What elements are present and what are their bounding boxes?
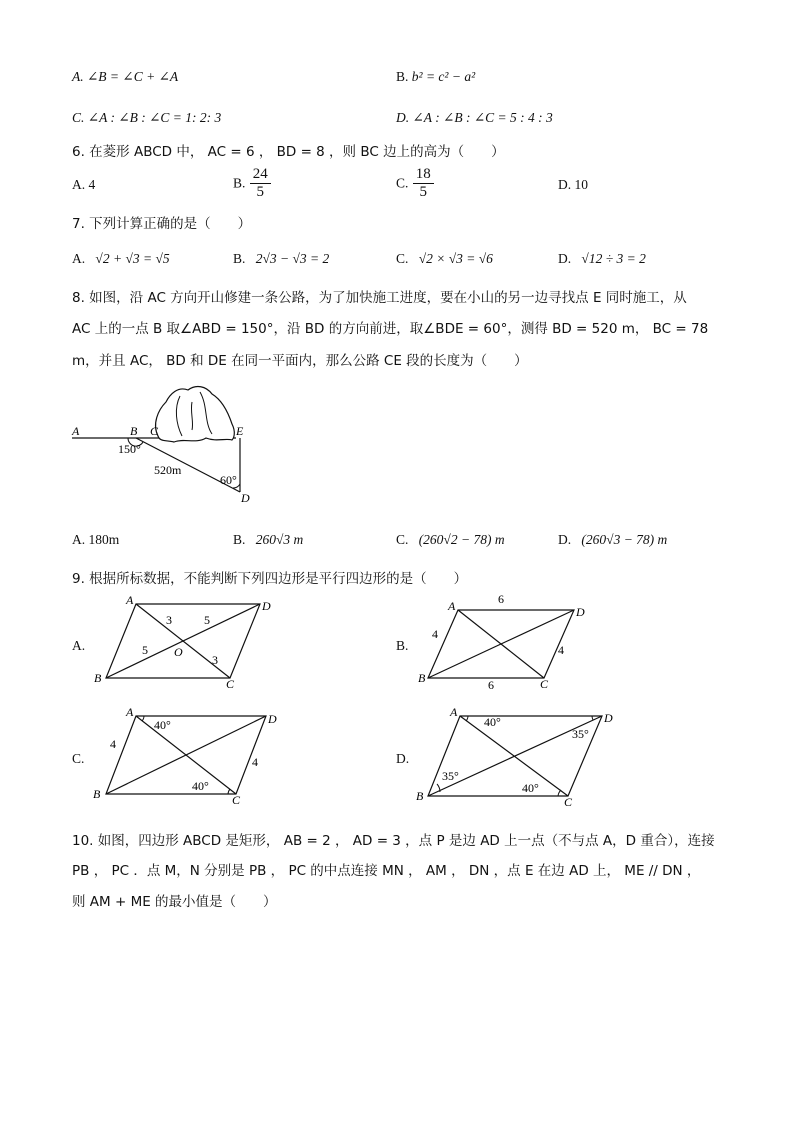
q7-d-label: D.	[558, 251, 572, 266]
q8-option-a: A. 180m	[72, 532, 120, 547]
q8-line-3: m，并且 AC， BD 和 DE 在同一平面内，那么公路 CE 段的长度为（ ）	[72, 353, 528, 369]
q9b-label-b: B	[418, 671, 426, 685]
q8-d-label: D.	[558, 532, 572, 547]
q9-option-d-label: D.	[396, 751, 410, 766]
q7-c-label: C.	[396, 251, 409, 266]
q9b-num-right: 4	[558, 643, 564, 657]
q9-figure-a	[90, 594, 280, 690]
q9a-label-c: C	[226, 677, 235, 690]
q9a-num-ao: 3	[166, 613, 172, 627]
q9c-angle-2: 40°	[192, 779, 209, 793]
q9b-diagonal-bd	[428, 610, 574, 678]
q9c-label-d: D	[268, 712, 277, 726]
q8-option-c	[396, 531, 505, 549]
q5-option-c: C. ∠A : ∠B : ∠C = 1: 2: 3	[72, 110, 222, 125]
q6-b-denominator: 5	[256, 184, 264, 200]
q9c-angle-arc-2	[228, 789, 230, 794]
q10-line-1: 10. 如图，四边形 ABCD 是矩形， AB = 2 ， AD = 3 ，点 P 是边 AD 上一点（不与点 A，D 重合），连接	[72, 833, 715, 849]
q7-option-d	[558, 250, 646, 268]
q9c-angle-arc-1	[142, 716, 144, 721]
q9a-diagonal-bd	[106, 604, 260, 678]
q9b-label-c: C	[540, 677, 549, 690]
q6-option-b-label: B.	[233, 175, 246, 191]
q6-option-c-label: C.	[396, 175, 409, 191]
q10-line-2: PB ， PC ．点 M，N 分别是 PB ， PC 的中点连接 MN ， AM ， DN ，点 E 在边 AD 上， ME // DN ，	[72, 863, 701, 879]
q5-option-a: A. ∠B = ∠C + ∠A	[72, 69, 179, 84]
q9c-num-right: 4	[252, 755, 258, 769]
q9d-angle-b: 35°	[442, 769, 459, 783]
q9d-label-a: A	[450, 705, 458, 719]
q8-label-a: A	[72, 424, 80, 438]
q7-a-label: A.	[72, 251, 86, 266]
q9a-label-o: O	[174, 645, 183, 659]
q9b-num-top: 6	[498, 592, 504, 606]
q9c-label-b: B	[93, 787, 101, 801]
q6-option-b	[233, 166, 271, 201]
q9d-label-d: D	[604, 711, 613, 725]
q6-stem: 6. 在菱形 ABCD 中， AC = 6 ， BD = 8 ，则 BC 边上的高为（ ）	[72, 144, 505, 160]
q8-c-label: C.	[396, 532, 409, 547]
q9b-label-a: A	[448, 599, 456, 613]
q6-c-numerator: 18	[413, 166, 434, 184]
q9a-label-b: B	[94, 671, 102, 685]
q8-line-1: 8. 如图，沿 AC 方向开山修建一条公路，为了加快施工进度，要在小山的另一边寻找点 E 同时施工，从	[72, 290, 687, 306]
q9c-angle-1: 40°	[154, 718, 171, 732]
q5-option-b-label: B.	[396, 69, 412, 84]
q8-d-expr: (260√3 − 78) m	[581, 532, 668, 547]
q5-option-b	[396, 68, 475, 86]
q9d-label-b: B	[416, 789, 424, 803]
q9a-label-a: A	[126, 594, 134, 607]
q8-distance-label: 520m	[154, 463, 182, 477]
q8-line-2: AC 上的一点 B 取∠ABD = 150°，沿 BD 的方向前进，取∠BDE = 60°，测得 BD = 520 m， BC = 78	[72, 321, 709, 337]
q8-label-c: C	[150, 424, 159, 438]
q9-figure-c	[90, 704, 290, 808]
q9-option-b-label: B.	[396, 638, 409, 653]
q9a-num-co: 3	[212, 653, 218, 667]
q5-option-b-expr: b² = c² − a²	[411, 69, 476, 84]
q6-option-c	[396, 166, 434, 201]
q8-label-d: D	[241, 491, 250, 505]
q6-option-c-fraction	[413, 166, 434, 201]
q6-b-numerator: 24	[250, 166, 271, 184]
q9a-num-do: 5	[204, 613, 210, 627]
q9c-num-left: 4	[110, 737, 116, 751]
q9a-num-bo: 5	[142, 643, 148, 657]
q7-option-c	[396, 250, 493, 268]
q9d-label-c: C	[564, 795, 573, 809]
q7-c-expr: √2 × √3 = √6	[418, 251, 493, 266]
q7-d-expr: √12 ÷ 3 = 2	[581, 251, 646, 266]
q10-line-3: 则 AM + ME 的最小值是（ ）	[72, 894, 277, 910]
q8-b-expr: 260√3 m	[255, 532, 304, 547]
q7-b-label: B.	[233, 251, 246, 266]
q6-c-denominator: 5	[419, 184, 427, 200]
q9c-label-a: A	[126, 705, 134, 719]
q5-option-d: D. ∠A : ∠B : ∠C = 5 : 4 : 3	[396, 110, 553, 125]
q8-angle-b-label: 150°	[118, 442, 141, 456]
q7-option-a	[72, 250, 170, 268]
q8-hill-icon	[156, 387, 235, 442]
q9a-label-d: D	[262, 599, 271, 613]
q7-stem: 7. 下列计算正确的是（ ）	[72, 216, 252, 232]
q9b-num-left: 4	[432, 627, 438, 641]
q9d-angle-arc-a	[466, 716, 468, 721]
q9d-angle-a: 40°	[484, 715, 501, 729]
q9b-label-d: D	[576, 605, 585, 619]
q9c-diagonal-bd	[106, 716, 266, 794]
q8-c-expr: (260√2 − 78) m	[418, 532, 505, 547]
q8-b-label: B.	[233, 532, 246, 547]
q8-label-b: B	[130, 424, 138, 438]
q8-option-d	[558, 531, 667, 549]
q9c-label-c: C	[232, 793, 241, 807]
q7-option-b	[233, 250, 329, 268]
q9d-angle-arc-c	[558, 790, 561, 796]
q9d-angle-d: 35°	[572, 727, 589, 741]
q7-a-expr: √2 + √3 = √5	[95, 251, 170, 266]
q6-option-a: A. 4	[72, 177, 96, 192]
q9d-angle-c: 40°	[522, 781, 539, 795]
q9-figure-b	[414, 592, 594, 690]
q8-angle-d-label: 60°	[220, 473, 237, 487]
q6-option-b-fraction	[250, 166, 271, 201]
q9-stem: 9. 根据所标数据，不能判断下列四边形是平行四边形的是（ ）	[72, 571, 468, 587]
q9b-num-bottom: 6	[488, 678, 494, 690]
q9-option-c-label: C.	[72, 751, 85, 766]
q7-b-expr: 2√3 − √3 = 2	[255, 251, 330, 266]
q8-option-b	[233, 531, 303, 549]
q6-option-d: D. 10	[558, 177, 588, 192]
q9-figure-d	[414, 704, 614, 810]
q9-option-a-label: A.	[72, 638, 86, 653]
q8-figure	[66, 380, 266, 510]
q8-label-e: E	[236, 424, 244, 438]
